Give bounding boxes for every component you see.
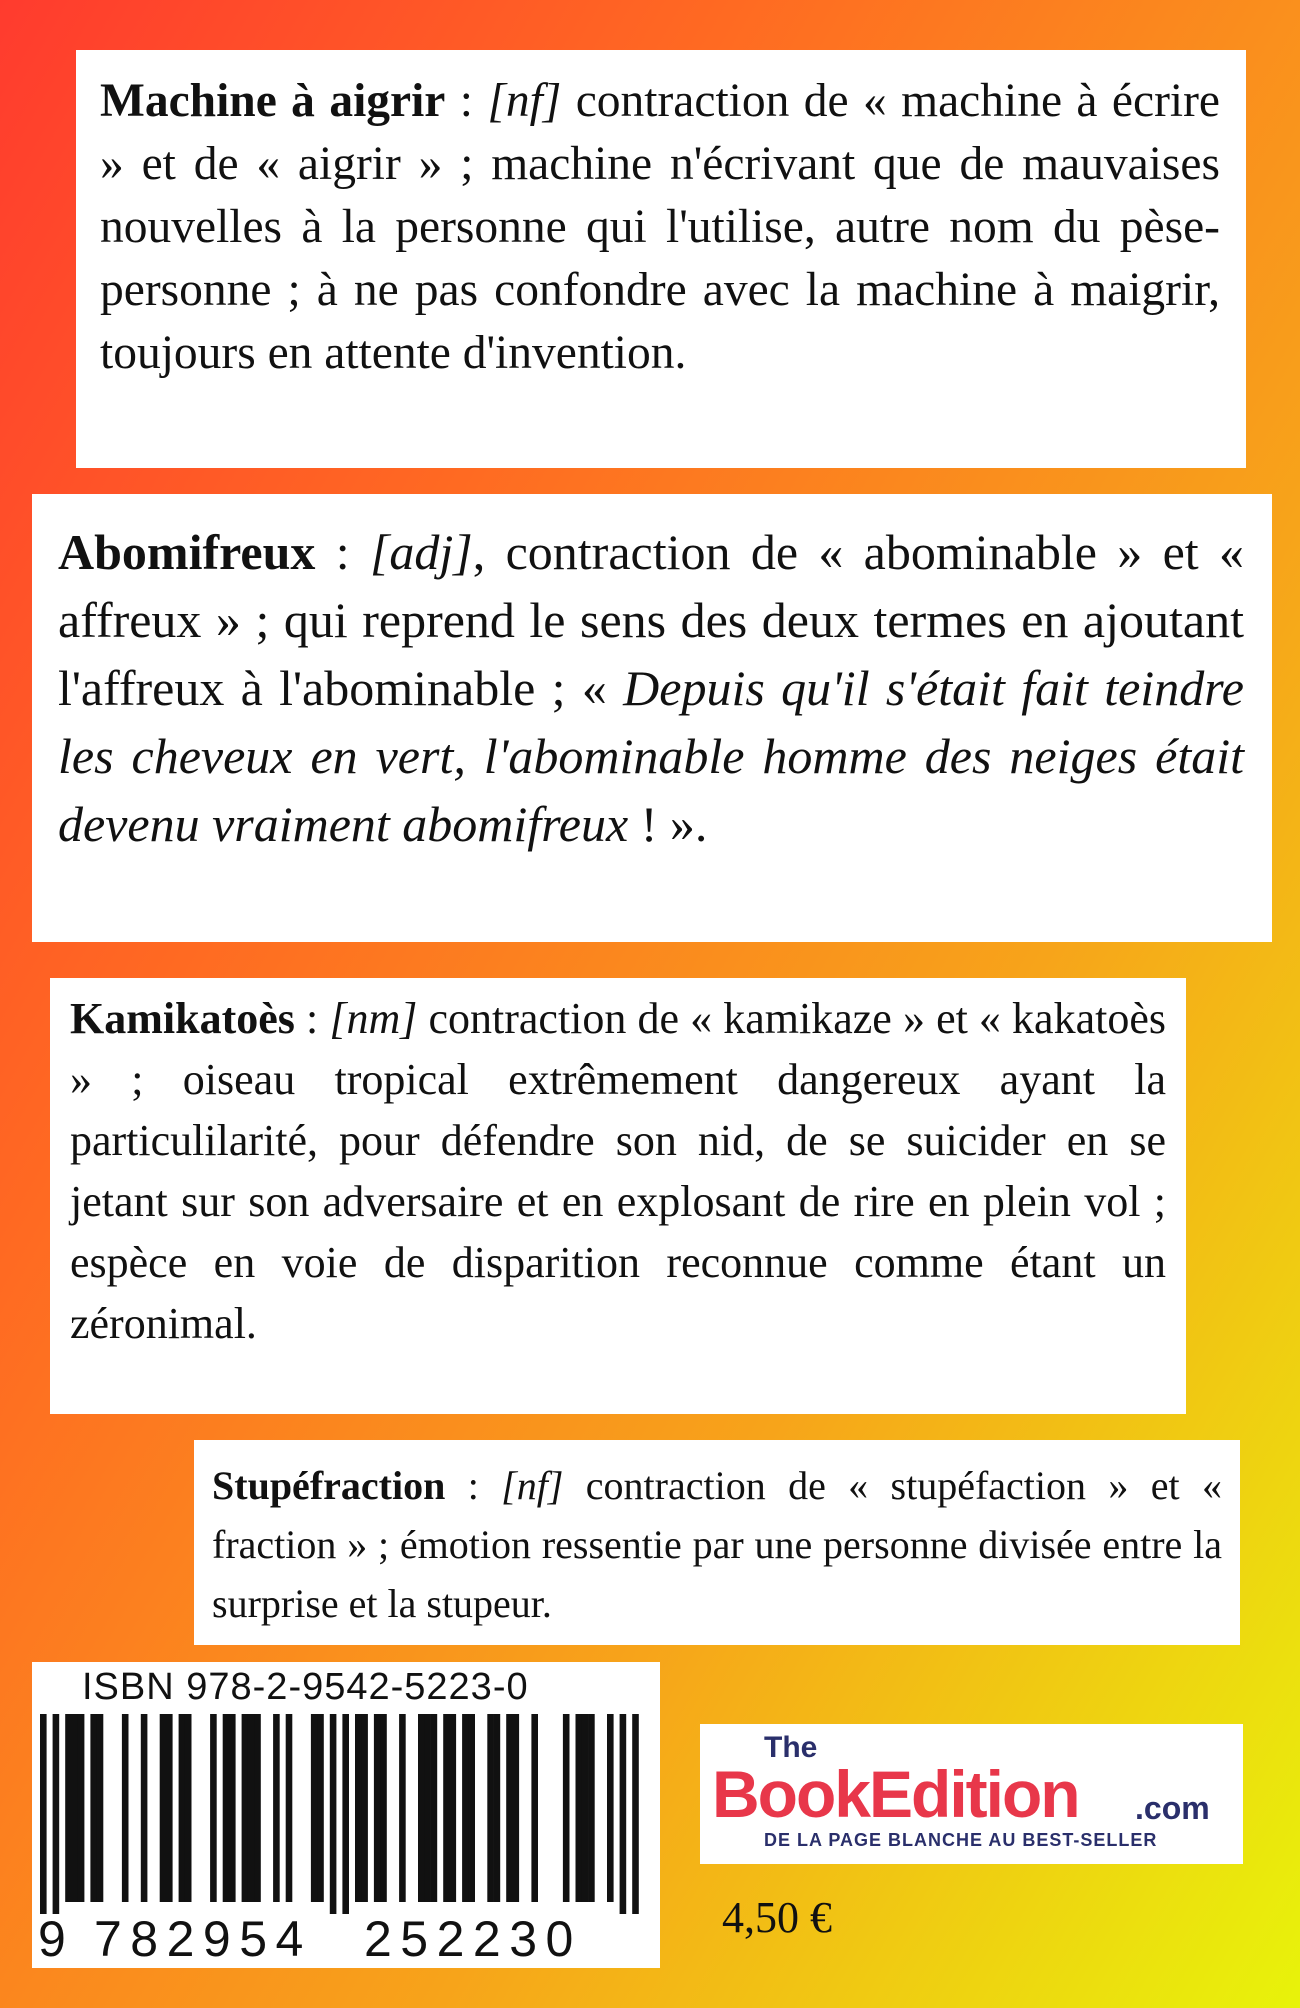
barcode-bar	[355, 1714, 362, 1902]
barcode-bar	[223, 1714, 230, 1902]
separator: :	[445, 75, 488, 127]
barcode-bar	[179, 1714, 186, 1902]
definition: contraction de « stupéfaction » et « fraction » ; émotion ressentie par une personne divisée entre la surprise et la stupeur.	[212, 1463, 1222, 1626]
barcode-bar	[563, 1714, 570, 1902]
barcode-bar	[487, 1714, 494, 1902]
publisher-logo	[700, 1724, 1243, 1864]
grammatical-category: [nm]	[329, 994, 418, 1043]
barcode-bars	[32, 1714, 660, 1914]
barcode-bar	[494, 1714, 501, 1902]
definition-text	[100, 70, 1220, 385]
logo-name: BookEdition	[712, 1757, 1079, 1831]
definition-card-stupefraction	[194, 1440, 1240, 1645]
definition-text	[212, 1456, 1222, 1633]
barcode-bar	[166, 1714, 173, 1902]
barcode-bar	[160, 1714, 167, 1902]
barcode-bar	[531, 1714, 538, 1902]
definition-text	[58, 518, 1244, 858]
isbn-label: ISBN 978-2-9542-5223-0	[82, 1666, 529, 1708]
barcode-bar	[361, 1714, 368, 1902]
barcode-bar	[122, 1714, 129, 1902]
barcode-bar	[431, 1714, 438, 1902]
barcode-bar	[399, 1714, 406, 1902]
definition-card-abomifreux	[32, 494, 1272, 942]
example-end: ! ».	[628, 796, 708, 852]
grammatical-category: [nf]	[501, 1463, 564, 1508]
barcode-bar	[513, 1714, 520, 1902]
barcode-bar	[210, 1714, 217, 1902]
separator: :	[445, 1463, 502, 1508]
barcode-bar	[468, 1714, 475, 1902]
term: Kamikatoès	[70, 994, 295, 1043]
barcode-bar	[90, 1714, 97, 1902]
definition: , contraction de « abominable » et « affreux » ; qui reprend le sens des deux termes en ajoutant l'affreux à l'abominable ; «	[58, 524, 1244, 716]
barcode-bar	[506, 1714, 513, 1902]
barcode-bar	[273, 1714, 280, 1902]
barcode-bar	[254, 1714, 261, 1902]
barcode-bar	[229, 1714, 236, 1902]
ean-first-digit: 9	[38, 1911, 66, 1967]
barcode-bar	[242, 1714, 249, 1902]
barcode-bar	[97, 1714, 104, 1902]
ean-group-left: 782954	[94, 1911, 312, 1967]
barcode-bar	[311, 1714, 318, 1902]
barcode-bar	[248, 1714, 255, 1902]
barcode-bar	[582, 1714, 589, 1902]
barcode-bar	[632, 1714, 639, 1914]
barcode-bar	[286, 1714, 293, 1902]
definition-card-machine-a-aigrir	[76, 50, 1246, 468]
grammatical-category: [nf]	[487, 75, 562, 127]
barcode-bar	[424, 1714, 431, 1902]
ean-group-right: 252230	[364, 1911, 582, 1967]
barcode-bar	[450, 1714, 457, 1902]
definition: contraction de « machine à écrire » et de « aigrir » ; machine n'écrivant que de mauvaises nouvelles à la personne qui l'utilise, autre nom du pèse-personne ; à ne pas confondre avec la machine à maigrir, toujours en attente d'invention.	[100, 75, 1220, 379]
term: Machine à aigrir	[100, 75, 446, 127]
barcode-bar	[462, 1714, 469, 1902]
grammatical-category: [adj]	[369, 524, 473, 580]
logo-tagline: DE LA PAGE BLANCHE AU BEST-SELLER	[764, 1830, 1158, 1850]
barcode-bar	[342, 1714, 349, 1914]
definition-card-kamikatoes	[50, 978, 1186, 1414]
barcode-bar	[374, 1714, 381, 1902]
barcode-bar	[72, 1714, 79, 1902]
barcode-bar	[40, 1714, 47, 1914]
logo-the: The	[764, 1731, 818, 1764]
term: Stupéfraction	[212, 1463, 446, 1508]
term: Abomifreux	[58, 524, 316, 580]
definition: contraction de « kamikaze » et « kakatoès » ; oiseau tropical extrêmement dangereux ayant la particulilarité, pour défendre son nid, de se suicider en se jetant sur son adversaire et en explosant de rire en plein vol ; espèce en voie de disparition reconnue comme étant un zéronimal.	[70, 994, 1166, 1348]
barcode-bar	[78, 1714, 85, 1902]
separator: :	[315, 524, 370, 580]
barcode-bar	[380, 1714, 387, 1902]
logo-domain: .com	[1135, 1790, 1210, 1826]
separator: :	[294, 994, 330, 1043]
barcode-bar	[141, 1714, 148, 1902]
barcode-bar	[607, 1714, 614, 1902]
barcode-bar	[576, 1714, 583, 1902]
barcode-bar	[620, 1714, 627, 1914]
definition-text	[70, 988, 1166, 1354]
isbn-barcode	[32, 1662, 660, 1968]
barcode-bar	[588, 1714, 595, 1902]
barcode-bar	[65, 1714, 72, 1902]
barcode-bar	[330, 1714, 337, 1914]
barcode-bar	[185, 1714, 192, 1902]
barcode-bar	[53, 1714, 60, 1914]
barcode-bar	[443, 1714, 450, 1902]
example-quote: Depuis qu'il s'était fait teindre les cheveux en vert, l'abominable homme des neiges était devenu vraiment abomifreux	[58, 660, 1244, 852]
barcode-bar	[317, 1714, 324, 1902]
price: 4,50 €	[722, 1893, 832, 1942]
barcode-bar	[418, 1714, 425, 1902]
